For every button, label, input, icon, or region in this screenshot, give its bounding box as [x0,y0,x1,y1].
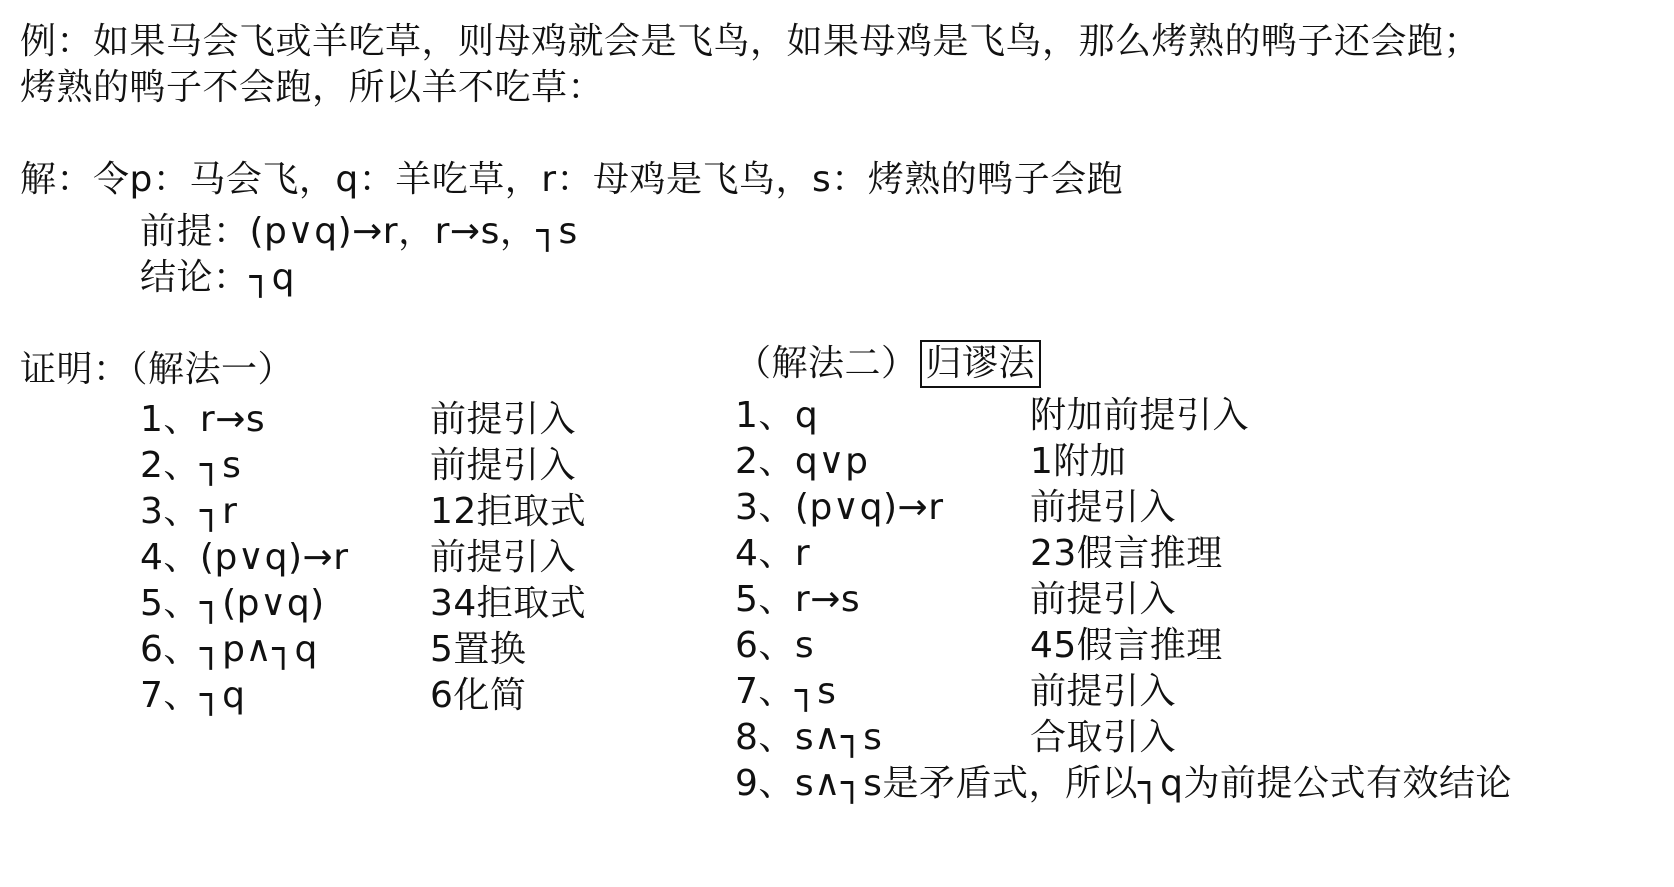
step-expression: 1、r→s [140,399,266,440]
method2-final-line: 9、s∧┐s是矛盾式，所以┐q为前提公式有效结论 [735,763,1512,804]
step-expression: 3、┐r [140,491,238,532]
step-reason: 23假言推理 [1030,533,1223,574]
step-reason: 前提引入 [430,445,577,486]
step-expression: 5、r→s [735,579,861,620]
step-reason: 12拒取式 [430,491,587,532]
step-reason: 前提引入 [430,399,577,440]
method2-tag-box: 归谬法 [920,340,1042,388]
proof-heading: 证明：（解法一） [20,349,295,390]
method2-heading-row [735,340,1041,388]
step-reason: 合取引入 [1030,717,1177,758]
step-expression: 6、s [735,625,815,666]
step-reason: 45假言推理 [1030,625,1223,666]
step-expression: 2、┐s [140,445,242,486]
step-expression: 3、(p∨q)→r [735,487,944,528]
step-reason: 前提引入 [1030,671,1177,712]
example-line-2: 烤熟的鸭子不会跑，所以羊不吃草： [20,67,605,108]
step-expression: 5、┐(p∨q) [140,583,325,624]
step-expression: 7、┐q [140,675,246,716]
conclusion: 结论：┐q [140,257,296,298]
step-expression: 4、r [735,533,811,574]
step-expression: 7、┐s [735,671,837,712]
solution-definitions: 解：令p：马会飞，q：羊吃草，r：母鸡是飞鸟，s：烤熟的鸭子会跑 [20,159,1124,200]
step-reason: 6化简 [430,675,527,716]
step-reason: 5置换 [430,629,527,670]
step-expression: 1、q [735,395,819,436]
step-expression: 4、(p∨q)→r [140,537,349,578]
example-line-1: 例：如果马会飞或羊吃草，则母鸡就会是飞鸟，如果母鸡是飞鸟，那么烤熟的鸭子还会跑； [20,21,1481,62]
step-expression: 6、┐p∧┐q [140,629,318,670]
premises: 前提：(p∨q)→r，r→s，┐s [140,211,578,252]
step-reason: 前提引入 [430,537,577,578]
step-reason: 附加前提引入 [1030,395,1250,436]
step-reason: 1附加 [1030,441,1127,482]
step-reason: 前提引入 [1030,579,1177,620]
step-reason: 34拒取式 [430,583,587,624]
method2-heading: （解法二） [735,343,918,384]
step-expression: 2、q∨p [735,441,869,482]
step-expression: 8、s∧┐s [735,717,883,758]
step-reason: 前提引入 [1030,487,1177,528]
